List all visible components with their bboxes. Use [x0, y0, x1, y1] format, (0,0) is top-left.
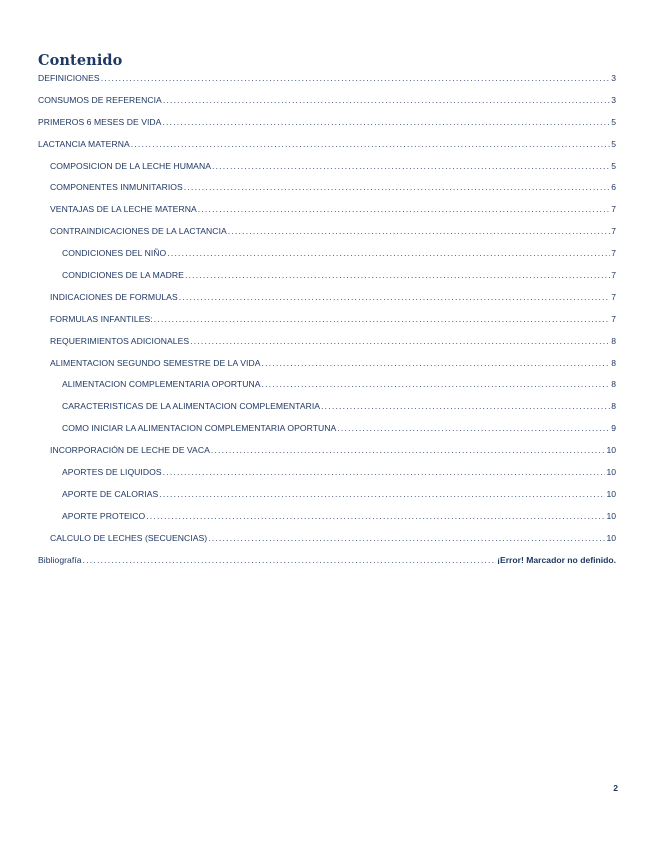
- toc-entry-text: CALCULO DE LECHES (SECUENCIAS): [50, 532, 208, 543]
- toc-entry-error-message: ¡Error! Marcador no definido.: [497, 554, 616, 565]
- toc-dot-leader: [167, 246, 610, 260]
- toc-dot-leader: [262, 377, 611, 391]
- toc-dot-leader: [101, 71, 611, 85]
- toc-title: Contenido: [38, 52, 123, 69]
- toc-entry-page: 7: [611, 291, 616, 302]
- toc-dot-leader: [131, 137, 610, 151]
- toc-entry-text: CONDICIONES DE LA MADRE: [62, 270, 184, 281]
- toc-entry-page: 5: [611, 160, 616, 171]
- toc-entry-page: 7: [611, 270, 616, 281]
- toc-entry[interactable]: [38, 93, 616, 115]
- toc-entry-text: ALIMENTACION SEGUNDO SEMESTRE DE LA VIDA: [50, 357, 261, 368]
- toc-entry[interactable]: [38, 312, 616, 334]
- toc-entry-page: 6: [611, 182, 616, 193]
- toc-entry[interactable]: [38, 399, 616, 421]
- toc-entry[interactable]: [38, 202, 616, 224]
- toc-entry[interactable]: [38, 246, 616, 268]
- toc-entry-page: 3: [611, 73, 616, 83]
- toc-entry-page: 10: [606, 488, 616, 499]
- toc-entry-page: 5: [611, 138, 616, 149]
- toc-entry-page: 3: [611, 94, 616, 105]
- toc-entry-text: CARACTERISTICAS DE LA ALIMENTACION COMPLEMENTARIA: [62, 401, 321, 412]
- toc-entry-text: APORTE DE CALORIAS: [62, 488, 159, 499]
- toc-entry[interactable]: [38, 137, 616, 159]
- toc-entry-text: LACTANCIA MATERNA: [38, 138, 130, 149]
- toc-entry[interactable]: [38, 509, 616, 531]
- toc-entry-text: INCORPORACIÓN DE LECHE DE VACA: [50, 445, 210, 456]
- toc-entry-text: REQUERIMIENTOS ADICIONALES: [50, 335, 190, 346]
- toc-entry-text: COMPONENTES INMUNITARIOS: [50, 182, 183, 193]
- toc-entry-page: 10: [606, 445, 616, 456]
- toc-entry[interactable]: [38, 465, 616, 487]
- toc-dot-leader: [163, 93, 610, 107]
- toc-dot-leader: [83, 553, 497, 567]
- toc-entry-text: FORMULAS INFANTILES:: [50, 313, 153, 324]
- toc-dot-leader: [163, 465, 606, 479]
- toc-dot-leader: [179, 290, 610, 304]
- toc-entry-text: APORTES DE LIQUIDOS: [62, 467, 162, 478]
- toc-entry[interactable]: [38, 553, 616, 575]
- toc-entry-text: DEFINICIONES: [38, 73, 100, 83]
- toc-entry-page: 7: [611, 226, 616, 237]
- toc-dot-leader: [337, 421, 610, 435]
- toc-entry[interactable]: [38, 159, 616, 181]
- toc-entry-page: 7: [611, 204, 616, 215]
- toc-dot-leader: [211, 443, 606, 457]
- toc-entry-text: PRIMEROS 6 MESES DE VIDA: [38, 116, 162, 127]
- toc-entry[interactable]: [38, 334, 616, 356]
- toc-dot-leader: [198, 202, 610, 216]
- toc-dot-leader: [162, 115, 610, 129]
- toc-entry[interactable]: [38, 421, 616, 443]
- table-of-contents: [38, 71, 616, 574]
- toc-dot-leader: [228, 224, 610, 238]
- toc-entry-text: ALIMENTACION COMPLEMENTARIA OPORTUNA: [62, 379, 261, 390]
- toc-entry-page: 7: [611, 248, 616, 259]
- toc-entry[interactable]: [38, 71, 616, 93]
- toc-dot-leader: [262, 356, 611, 370]
- toc-entry[interactable]: [38, 115, 616, 137]
- toc-entry-page: 5: [611, 116, 616, 127]
- toc-entry-text: COMPOSICION DE LA LECHE HUMANA: [50, 160, 211, 171]
- toc-entry[interactable]: [38, 290, 616, 312]
- toc-entry[interactable]: [38, 443, 616, 465]
- toc-entry-page: 10: [606, 467, 616, 478]
- toc-dot-leader: [212, 159, 610, 173]
- toc-entry[interactable]: [38, 377, 616, 399]
- toc-entry-page: 10: [606, 532, 616, 543]
- toc-entry-page: 10: [606, 510, 616, 521]
- toc-entry-page: 9: [611, 423, 616, 434]
- toc-dot-leader: [190, 334, 610, 348]
- toc-entry-text: APORTE PROTEICO: [62, 510, 146, 521]
- toc-entry-page: 8: [611, 379, 616, 390]
- toc-dot-leader: [184, 180, 610, 194]
- toc-entry[interactable]: [38, 224, 616, 246]
- toc-entry[interactable]: [38, 268, 616, 290]
- toc-entry-page: 8: [611, 357, 616, 368]
- toc-dot-leader: [146, 509, 605, 523]
- toc-entry-text: CONDICIONES DEL NIÑO: [62, 248, 167, 259]
- toc-entry-text: INDICACIONES DE FORMULAS: [50, 291, 178, 302]
- toc-dot-leader: [208, 531, 605, 545]
- toc-dot-leader: [159, 487, 605, 501]
- toc-entry[interactable]: [38, 487, 616, 509]
- toc-entry-text: Bibliografía: [38, 554, 82, 565]
- toc-entry-page: 8: [611, 335, 616, 346]
- toc-dot-leader: [321, 399, 610, 413]
- toc-entry-page: 7: [611, 313, 616, 324]
- toc-dot-leader: [185, 268, 610, 282]
- toc-entry[interactable]: [38, 531, 616, 553]
- toc-entry[interactable]: [38, 356, 616, 378]
- toc-entry[interactable]: [38, 180, 616, 202]
- toc-dot-leader: [154, 312, 611, 326]
- toc-entry-text: COMO INICIAR LA ALIMENTACION COMPLEMENTARIA OPORTUNA: [62, 423, 337, 434]
- toc-entry-text: VENTAJAS DE LA LECHE MATERNA: [50, 204, 197, 215]
- toc-entry-text: CONTRAINDICACIONES DE LA LACTANCIA: [50, 226, 227, 237]
- toc-entry-text: CONSUMOS DE REFERENCIA: [38, 94, 162, 105]
- toc-entry-page: 8: [611, 401, 616, 412]
- page-number: 2: [613, 783, 618, 793]
